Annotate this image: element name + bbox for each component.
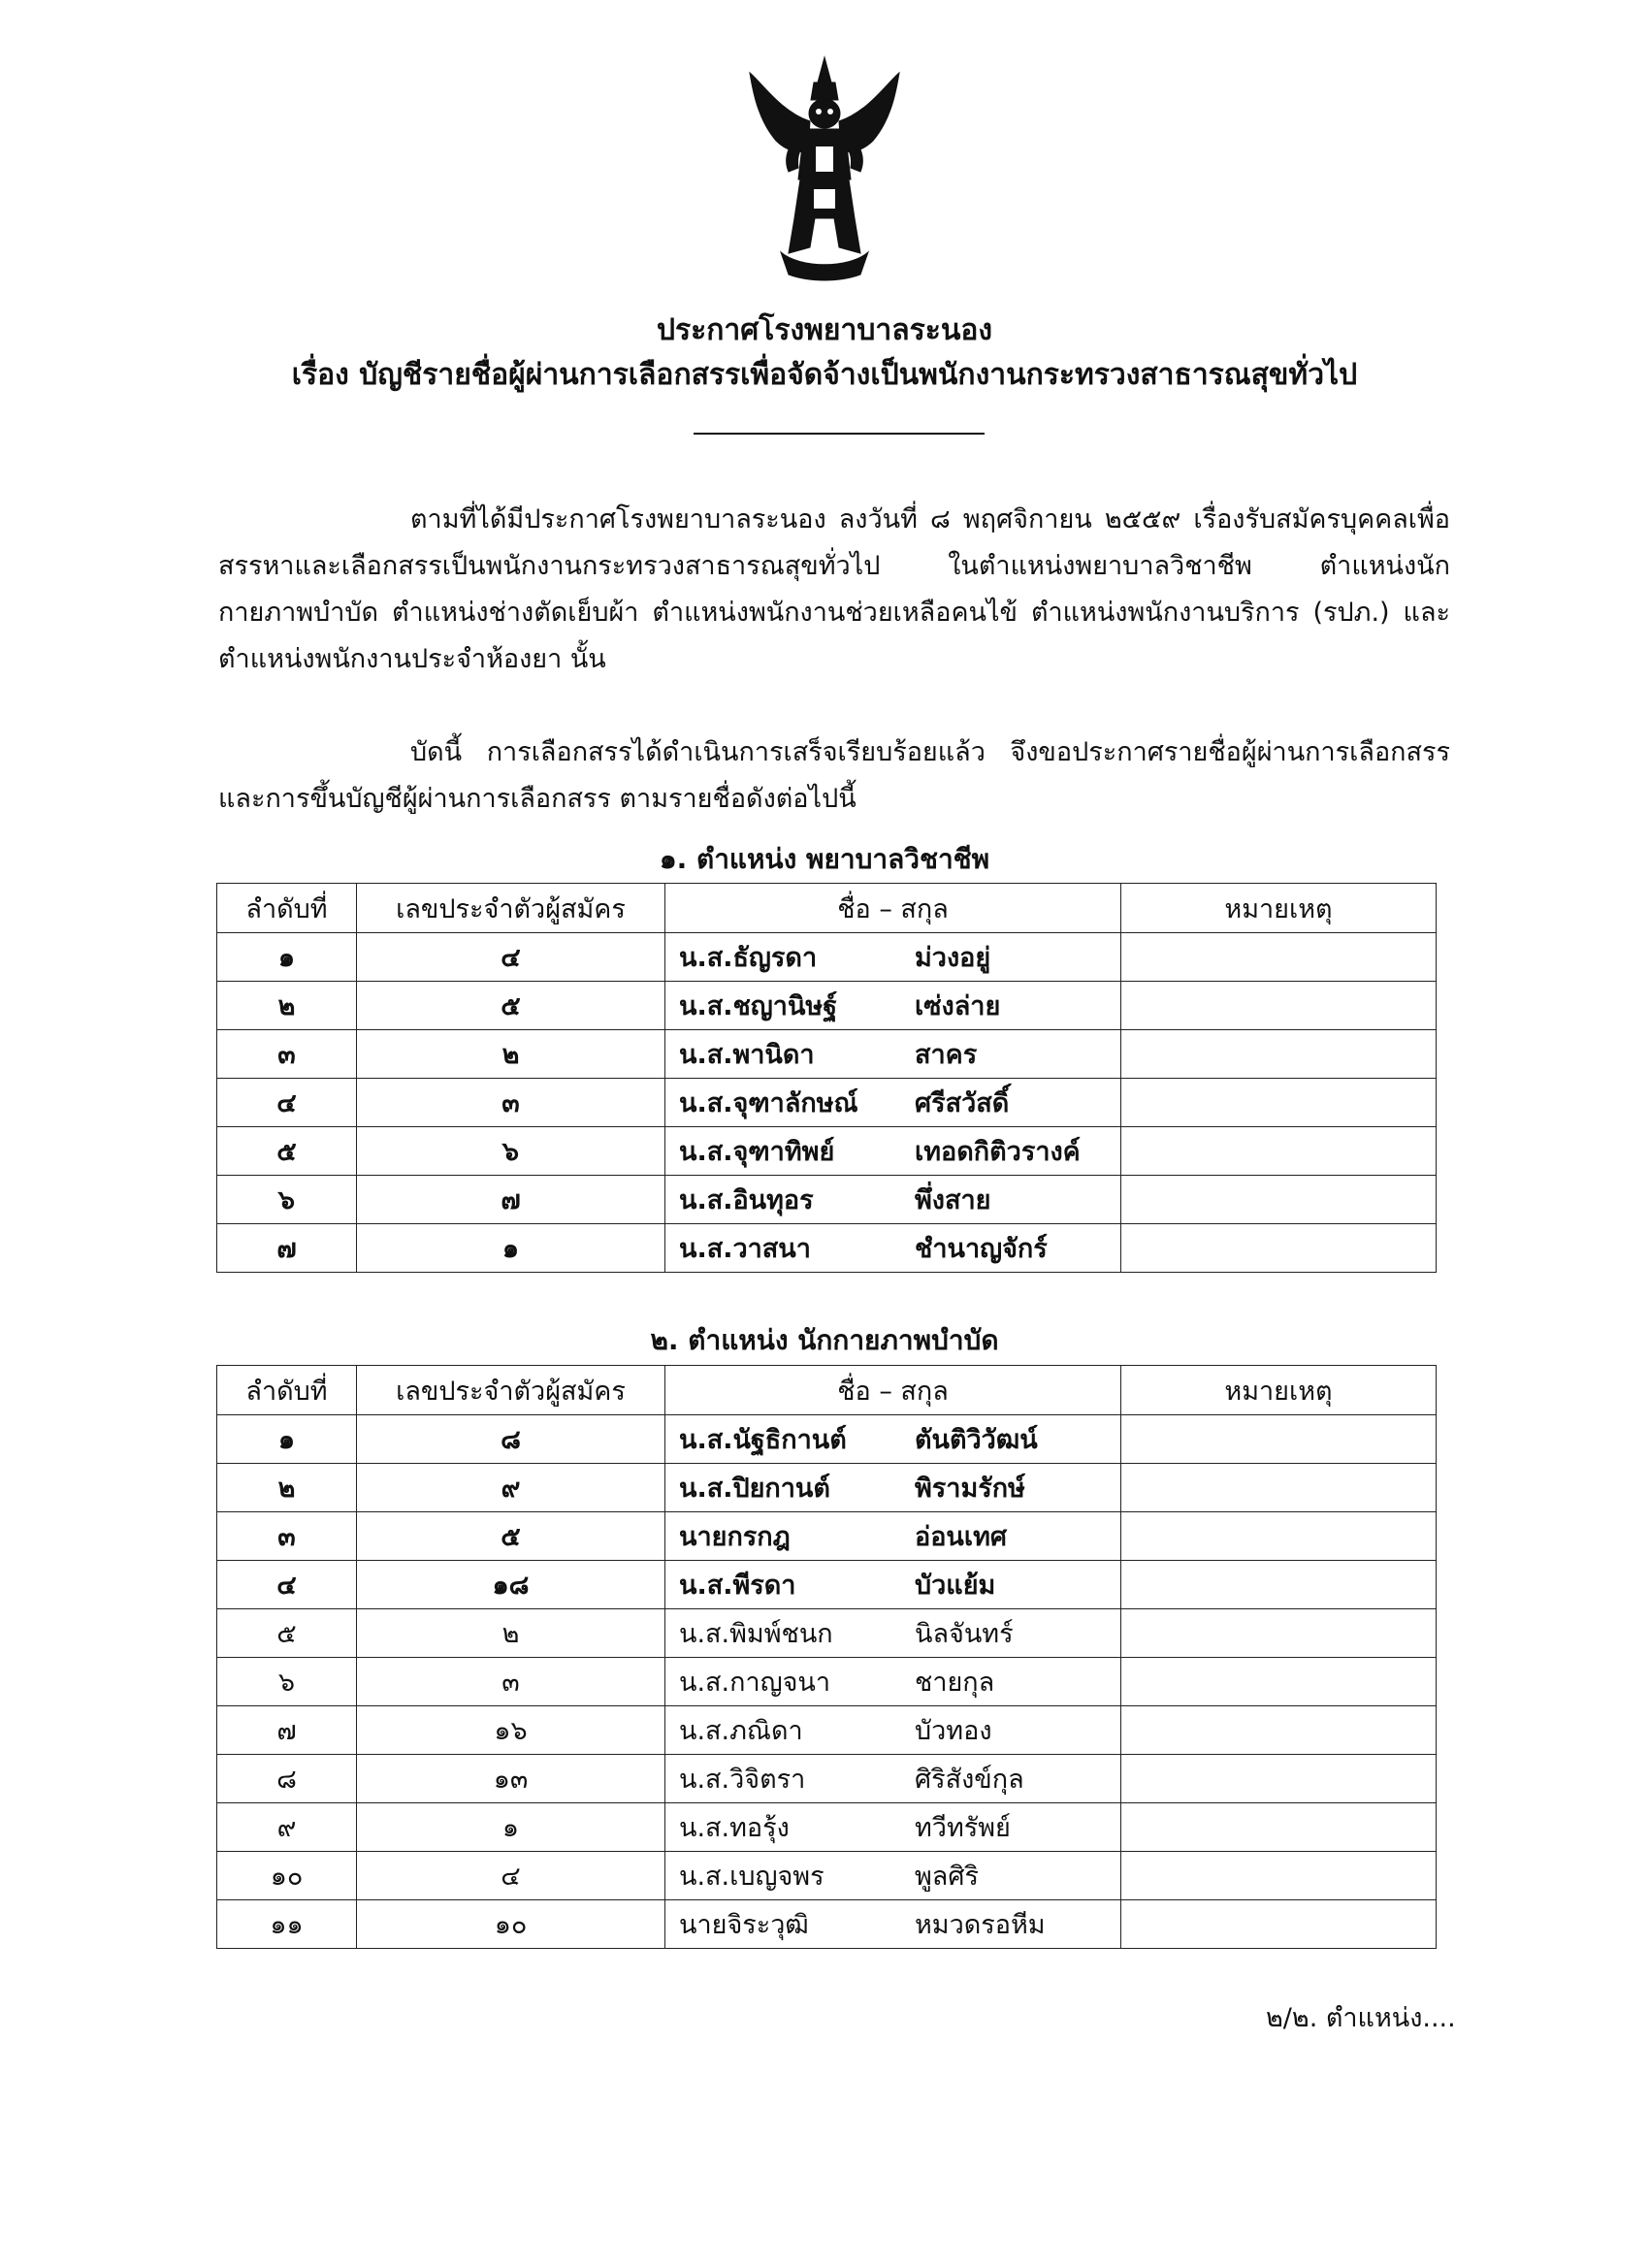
col-applicant-id: เลขประจำตัวผู้สมัคร	[357, 1366, 665, 1415]
table-row	[217, 982, 1437, 1030]
row-last-name: ตันติวิวัฒน์	[915, 1425, 1038, 1455]
row-last-name: พิรามรักษ์	[915, 1474, 1025, 1504]
table-row	[217, 1803, 1437, 1852]
row-applicant-id: ๕	[357, 982, 665, 1030]
row-remark	[1121, 1852, 1437, 1900]
table-row	[217, 1755, 1437, 1803]
row-applicant-id: ๑๐	[357, 1900, 665, 1949]
col-name: ชื่อ – สกุล	[665, 884, 1121, 933]
row-order: ๔	[217, 1561, 357, 1609]
row-first-name: นายกรกฎ	[679, 1522, 791, 1552]
row-first-name: น.ส.ภณิดา	[679, 1716, 803, 1746]
row-last-name: ศรีสวัสดิ์	[915, 1088, 1010, 1118]
row-remark	[1121, 1755, 1437, 1803]
row-name	[665, 1224, 1121, 1273]
row-order: ๑๑	[217, 1900, 357, 1949]
row-applicant-id: ๑	[357, 1803, 665, 1852]
row-first-name: น.ส.พานิดา	[679, 1040, 815, 1070]
row-last-name: บัวแย้ม	[915, 1571, 996, 1601]
row-order: ๕	[217, 1609, 357, 1658]
col-order: ลำดับที่	[217, 884, 357, 933]
row-name	[665, 1755, 1121, 1803]
table-header-row	[217, 884, 1437, 933]
row-first-name: น.ส.พีรดา	[679, 1571, 796, 1601]
row-remark	[1121, 982, 1437, 1030]
intro-text: ตามที่ได้มีประกาศโรงพยาบาลระนอง ลงวันที่ ๘ พฤศจิกายน ๒๕๕๙ เรื่องรับสมัครบุคคลเพื่อสรรหาและเลือกสรรเป็นพนักงานกระทรวงสาธารณสุขทั่วไป ในตำแหน่งพยาบาลวิชาชีพ ตำแหน่งนักกายภาพบำบัด ตำแหน่งช่างตัดเย็บผ้า ตำแหน่งพนักงานช่วยเหลือคนไข้ ตำแหน่งพนักงานบริการ (รปภ.) และตำแหน่งพนักงานประจำห้องยา นั้น	[218, 504, 1450, 674]
row-last-name: ชายกุล	[915, 1668, 995, 1698]
row-name	[665, 1415, 1121, 1464]
row-order: ๒	[217, 982, 357, 1030]
row-name	[665, 1127, 1121, 1176]
section2-table	[216, 1365, 1437, 1949]
row-order: ๖	[217, 1658, 357, 1706]
row-first-name: น.ส.นัฐธิกานต์	[679, 1425, 847, 1455]
row-last-name: บัวทอง	[915, 1716, 992, 1746]
row-first-name: น.ส.ชญานิษฐ์	[679, 991, 838, 1021]
row-name	[665, 1512, 1121, 1561]
row-applicant-id: ๒	[357, 1030, 665, 1079]
row-order: ๙	[217, 1803, 357, 1852]
table-header-row	[217, 1366, 1437, 1415]
row-name	[665, 1464, 1121, 1512]
row-order: ๑๐	[217, 1852, 357, 1900]
row-order: ๖	[217, 1176, 357, 1224]
row-last-name: ชำนาญจักร์	[915, 1234, 1048, 1264]
table-row	[217, 1176, 1437, 1224]
table-row	[217, 1658, 1437, 1706]
row-applicant-id: ๘	[357, 1415, 665, 1464]
table-row	[217, 1561, 1437, 1609]
continuation-note: ๒/๒. ตำแหน่ง....	[1266, 2003, 1456, 2033]
row-last-name: ศิริสังข์กุล	[915, 1765, 1024, 1795]
row-name	[665, 1079, 1121, 1127]
row-last-name: ม่วงอยู่	[915, 943, 991, 973]
row-last-name: พึ่งสาย	[915, 1185, 991, 1215]
row-order: ๘	[217, 1755, 357, 1803]
announcement-paragraph	[218, 729, 1450, 823]
row-last-name: นิลจันทร์	[915, 1619, 1014, 1649]
row-order: ๗	[217, 1224, 357, 1273]
table-row	[217, 1224, 1437, 1273]
announcement-text: บัดนี้ การเลือกสรรได้ดำเนินการเสร็จเรียบร้อยแล้ว จึงขอประกาศรายชื่อผู้ผ่านการเลือกสรรและการขึ้นบัญชีผู้ผ่านการเลือกสรร ตามรายชื่อดังต่อไปนี้	[218, 737, 1450, 814]
row-remark	[1121, 1079, 1437, 1127]
intro-paragraph	[218, 497, 1450, 683]
table-row	[217, 1609, 1437, 1658]
row-remark	[1121, 1609, 1437, 1658]
row-remark	[1121, 1224, 1437, 1273]
row-order: ๓	[217, 1512, 357, 1561]
row-applicant-id: ๑๘	[357, 1561, 665, 1609]
row-name	[665, 1706, 1121, 1755]
row-last-name: เทอดกิติวรางค์	[915, 1137, 1081, 1167]
garuda-emblem-icon	[742, 53, 907, 281]
row-remark	[1121, 1803, 1437, 1852]
table-row	[217, 1464, 1437, 1512]
row-remark	[1121, 1561, 1437, 1609]
row-remark	[1121, 1030, 1437, 1079]
page-subject: เรื่อง บัญชีรายชื่อผู้ผ่านการเลือกสรรเพื่อจัดจ้างเป็นพนักงานกระทรวงสาธารณสุขทั่วไป	[291, 358, 1358, 392]
table-row	[217, 1900, 1437, 1949]
row-applicant-id: ๗	[357, 1176, 665, 1224]
row-last-name: พูลศิริ	[915, 1862, 979, 1892]
row-name	[665, 933, 1121, 982]
section1-title: ๑. ตำแหน่ง พยาบาลวิชาชีพ	[659, 843, 990, 875]
row-applicant-id: ๑	[357, 1224, 665, 1273]
row-order: ๒	[217, 1464, 357, 1512]
table-row	[217, 1079, 1437, 1127]
row-name	[665, 1900, 1121, 1949]
row-remark	[1121, 1900, 1437, 1949]
section1-table	[216, 883, 1437, 1273]
col-name: ชื่อ – สกุล	[665, 1366, 1121, 1415]
row-first-name: น.ส.จุฑาลักษณ์	[679, 1088, 858, 1118]
row-first-name: น.ส.อินทุอร	[679, 1185, 814, 1215]
row-remark	[1121, 1706, 1437, 1755]
row-applicant-id: ๔	[357, 1852, 665, 1900]
col-order: ลำดับที่	[217, 1366, 357, 1415]
row-first-name: น.ส.พิมพ์ชนก	[679, 1619, 833, 1649]
row-first-name: น.ส.วาสนา	[679, 1234, 811, 1264]
row-order: ๔	[217, 1079, 357, 1127]
row-name	[665, 1176, 1121, 1224]
row-applicant-id: ๙	[357, 1464, 665, 1512]
row-name	[665, 1561, 1121, 1609]
row-applicant-id: ๕	[357, 1512, 665, 1561]
row-order: ๓	[217, 1030, 357, 1079]
table-row	[217, 933, 1437, 982]
row-first-name: น.ส.ปิยกานต์	[679, 1474, 830, 1504]
row-name	[665, 1658, 1121, 1706]
row-applicant-id: ๓	[357, 1658, 665, 1706]
row-name	[665, 1609, 1121, 1658]
row-remark	[1121, 1415, 1437, 1464]
row-order: ๑	[217, 1415, 357, 1464]
row-last-name: เซ่งล่าย	[915, 991, 1001, 1021]
row-last-name: ทวีทรัพย์	[915, 1813, 1011, 1843]
row-remark	[1121, 1464, 1437, 1512]
row-applicant-id: ๒	[357, 1609, 665, 1658]
row-remark	[1121, 1658, 1437, 1706]
row-first-name: น.ส.เบญจพร	[679, 1862, 824, 1892]
table-row	[217, 1512, 1437, 1561]
row-name	[665, 1803, 1121, 1852]
row-remark	[1121, 933, 1437, 982]
row-applicant-id: ๑๖	[357, 1706, 665, 1755]
col-applicant-id: เลขประจำตัวผู้สมัคร	[357, 884, 665, 933]
row-first-name: น.ส.ทอรุ้ง	[679, 1813, 790, 1843]
row-name	[665, 982, 1121, 1030]
row-remark	[1121, 1512, 1437, 1561]
col-remark: หมายเหตุ	[1121, 884, 1437, 933]
row-applicant-id: ๔	[357, 933, 665, 982]
table-row	[217, 1852, 1437, 1900]
row-first-name: น.ส.วิจิตรา	[679, 1765, 806, 1795]
row-applicant-id: ๓	[357, 1079, 665, 1127]
row-name	[665, 1852, 1121, 1900]
section2-title: ๒. ตำแหน่ง นักกายภาพบำบัด	[650, 1324, 999, 1356]
row-last-name: อ่อนเทศ	[915, 1522, 1008, 1552]
table-row	[217, 1030, 1437, 1079]
page-title: ประกาศโรงพยาบาลระนอง	[656, 313, 993, 347]
row-applicant-id: ๖	[357, 1127, 665, 1176]
row-last-name: หมวดรอหีม	[915, 1910, 1046, 1940]
row-order: ๑	[217, 933, 357, 982]
row-first-name: น.ส.กาญจนา	[679, 1668, 831, 1698]
title-divider	[694, 433, 985, 435]
table-row	[217, 1706, 1437, 1755]
col-remark: หมายเหตุ	[1121, 1366, 1437, 1415]
row-order: ๕	[217, 1127, 357, 1176]
row-first-name: นายจิระวุฒิ	[679, 1910, 809, 1940]
row-remark	[1121, 1176, 1437, 1224]
row-first-name: น.ส.จุฑาทิพย์	[679, 1137, 835, 1167]
row-last-name: สาคร	[915, 1040, 978, 1070]
row-order: ๗	[217, 1706, 357, 1755]
table-row	[217, 1415, 1437, 1464]
row-first-name: น.ส.ธัญรดา	[679, 943, 818, 973]
table-row	[217, 1127, 1437, 1176]
row-name	[665, 1030, 1121, 1079]
row-applicant-id: ๑๓	[357, 1755, 665, 1803]
row-remark	[1121, 1127, 1437, 1176]
